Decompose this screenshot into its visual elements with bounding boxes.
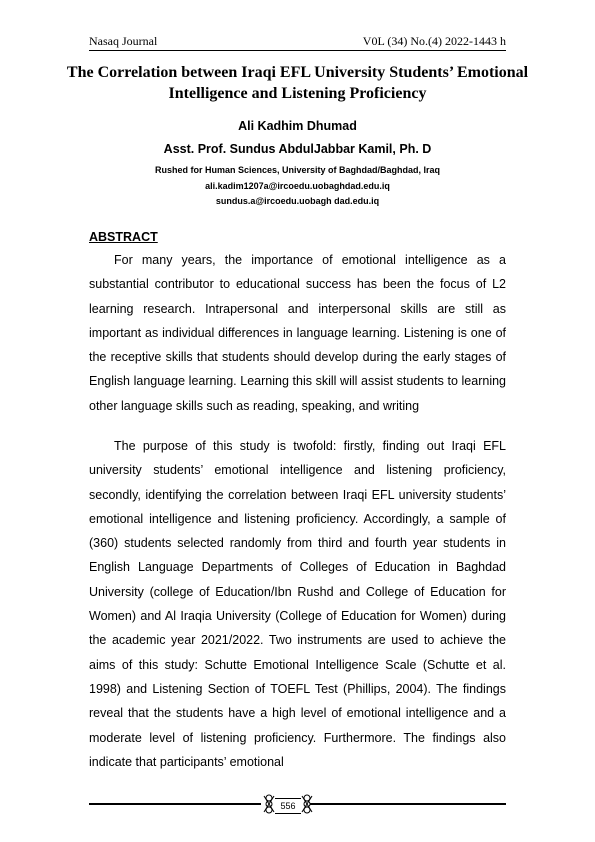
abstract-heading: ABSTRACT bbox=[89, 230, 158, 244]
decorative-flourish-icon bbox=[263, 793, 275, 815]
page-number: 556 bbox=[275, 798, 301, 814]
coauthor-name: Asst. Prof. Sundus AbdulJabbar Kamil, Ph. D bbox=[163, 142, 432, 156]
header-rule bbox=[89, 50, 506, 51]
footer-rule-right bbox=[310, 803, 506, 805]
page-footer bbox=[89, 790, 506, 820]
coauthor-email: sundus.a@ircoedu.uobagh dad.edu.iq bbox=[215, 196, 380, 206]
footer-rule-left bbox=[89, 803, 261, 805]
volume-info: V0L (34) No.(4) 2022-1443 h bbox=[362, 34, 506, 48]
author-email: ali.kadim1207a@ircoedu.uobaghdad.edu.iq bbox=[205, 181, 390, 191]
author-name: Ali Kadhim Dhumad bbox=[238, 119, 357, 133]
running-header bbox=[89, 30, 506, 50]
abstract-paragraph-1: For many years, the importance of emotional intelligence as a substantial contributor to educational success has been the focus of L2 learning research. Intrapersonal and interpersonal skills are still as important as individual differences in language learning. Listening is one of the receptive skills that students should develop during the early stages of English language learning. Learning this skill will assist students to learning other language skills such as reading, speaking, and writing bbox=[89, 253, 506, 413]
paper-title: The Correlation between Iraqi EFL University Students’ Emotional Intelligence and Listening Proficiency bbox=[66, 64, 529, 102]
affiliation: Rushed for Human Sciences, University of Baghdad/Baghdad, Iraq bbox=[154, 165, 441, 175]
abstract-paragraph-2: The purpose of this study is twofold: firstly, finding out Iraqi EFL university students’ emotional intelligence and listening proficiency, secondly, identifying the correlation between Iraqi EFL university students’ emotional intelligence and listening proficiency. Accordingly, a sample of (360) students selected randomly from third and fourth year students in English Language Departments of Colleges of Education in Baghdad University (college of Education/Ibn Rushd and College of Education for Women) and Al Iraqia University (College of Education for Women) during the academic year 2021/2022. Two instruments are used to achieve the aims of this study: Schutte Emotional Intelligence Scale (Schutte et al. 1998) and Listening Section of TOEFL Test (Phillips, 2004). The findings reveal that the students have a high level of emotional intelligence and a moderate level of listening proficiency. Furthermore. The findings also indicate that participants’ emotional bbox=[89, 439, 506, 769]
journal-name: Nasaq Journal bbox=[89, 34, 158, 48]
